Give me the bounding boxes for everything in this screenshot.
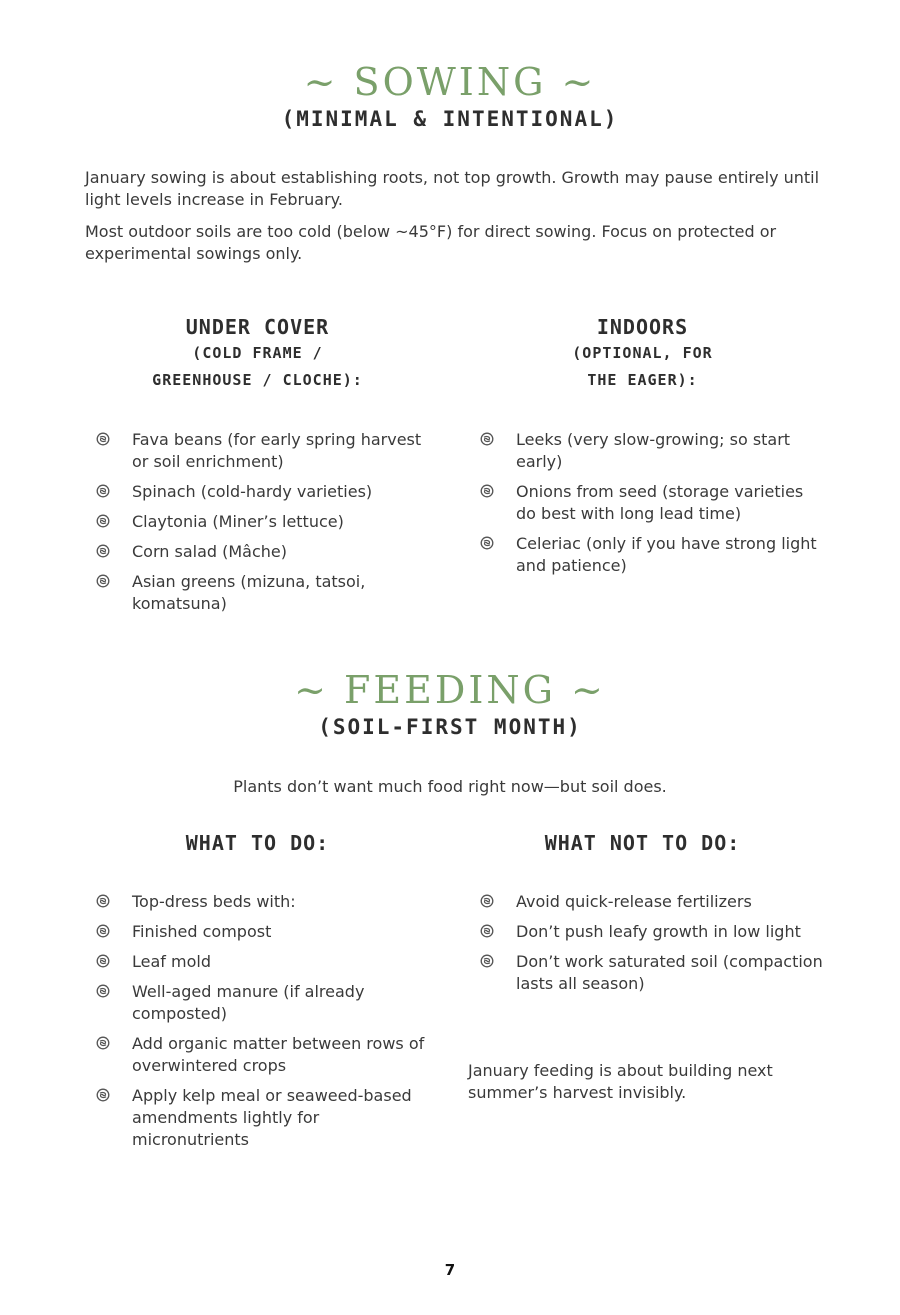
- swirl-bullet-icon: [96, 432, 110, 446]
- indoors-subheading-2: THE EAGER):: [587, 371, 698, 389]
- list-item: Add organic matter between rows of overwintered crops: [96, 1033, 436, 1077]
- list-item: Top-dress beds with:: [96, 891, 436, 913]
- sowing-title: ~ SOWING ~: [303, 60, 597, 104]
- list-item: Apply kelp meal or seaweed-based amendments lightly for micronutrients: [96, 1085, 436, 1151]
- list-item: Leaf mold: [96, 951, 436, 973]
- indoors-heading-block: [490, 314, 795, 394]
- list-item: Spinach (cold-hardy varieties): [96, 481, 436, 503]
- swirl-bullet-icon: [480, 924, 494, 938]
- swirl-bullet-icon: [96, 544, 110, 558]
- swirl-bullet-icon: [96, 574, 110, 588]
- feeding-closing: January feeding is about building next summer’s harvest invisibly.: [468, 1061, 773, 1102]
- list-item: Celeriac (only if you have strong light and patience): [480, 533, 825, 577]
- swirl-bullet-icon: [96, 924, 110, 938]
- list-item: Finished compost: [96, 921, 436, 943]
- list-item: Well-aged manure (if already composted): [96, 981, 436, 1025]
- swirl-bullet-icon: [96, 1036, 110, 1050]
- feeding-title: ~ FEEDING ~: [294, 668, 606, 712]
- indoors-heading: INDOORS: [596, 315, 689, 339]
- indoors-subheading-1: (OPTIONAL, FOR: [572, 344, 713, 362]
- list-item: Leeks (very slow-growing; so start early): [480, 429, 825, 473]
- what-not-to-do-heading: WHAT NOT TO DO:: [544, 831, 741, 855]
- swirl-bullet-icon: [480, 954, 494, 968]
- swirl-bullet-icon: [480, 484, 494, 498]
- page-number: 7: [444, 1261, 456, 1279]
- list-item: Don’t push leafy growth in low light: [480, 921, 825, 943]
- list-item: Asian greens (mizuna, tatsoi, komatsuna): [96, 571, 436, 615]
- list-item: Fava beans (for early spring harvest or soil enrichment): [96, 429, 436, 473]
- what-to-do-heading: WHAT TO DO:: [185, 831, 330, 855]
- feeding-subtitle: (SOIL-FIRST MONTH): [318, 715, 582, 739]
- swirl-bullet-icon: [96, 984, 110, 998]
- swirl-bullet-icon: [480, 536, 494, 550]
- what-not-to-do-heading-block: [465, 830, 820, 856]
- sowing-paragraph-1: January sowing is about establishing roots, not top growth. Growth may pause entirely until light levels increase in February.: [85, 168, 820, 209]
- swirl-bullet-icon: [96, 894, 110, 908]
- feeding-intro: Plants don’t want much food right now—but soil does.: [233, 777, 667, 796]
- list-item: Avoid quick-release fertilizers: [480, 891, 825, 913]
- what-not-to-do-list: [480, 891, 825, 1003]
- swirl-bullet-icon: [96, 484, 110, 498]
- swirl-bullet-icon: [96, 954, 110, 968]
- what-to-do-heading-block: [85, 830, 430, 856]
- under-cover-list: [96, 429, 436, 623]
- swirl-bullet-icon: [96, 514, 110, 528]
- under-cover-heading-block: [85, 314, 430, 394]
- swirl-bullet-icon: [96, 1088, 110, 1102]
- list-item: Claytonia (Miner’s lettuce): [96, 511, 436, 533]
- list-item: Corn salad (Mâche): [96, 541, 436, 563]
- sowing-paragraph-2: Most outdoor soils are too cold (below ~45°F) for direct sowing. Focus on protected or experimental sowings only.: [85, 222, 777, 263]
- swirl-bullet-icon: [480, 894, 494, 908]
- indoors-list: [480, 429, 825, 585]
- sowing-subtitle: (MINIMAL & INTENTIONAL): [281, 107, 619, 131]
- swirl-bullet-icon: [480, 432, 494, 446]
- under-cover-subheading-1: (COLD FRAME /: [192, 344, 323, 362]
- list-item: Onions from seed (storage varieties do best with long lead time): [480, 481, 825, 525]
- under-cover-heading: UNDER COVER: [185, 315, 330, 339]
- what-to-do-list: [96, 891, 436, 1159]
- under-cover-subheading-2: GREENHOUSE / CLOCHE):: [152, 371, 363, 389]
- list-item: Don’t work saturated soil (compaction lasts all season): [480, 951, 825, 995]
